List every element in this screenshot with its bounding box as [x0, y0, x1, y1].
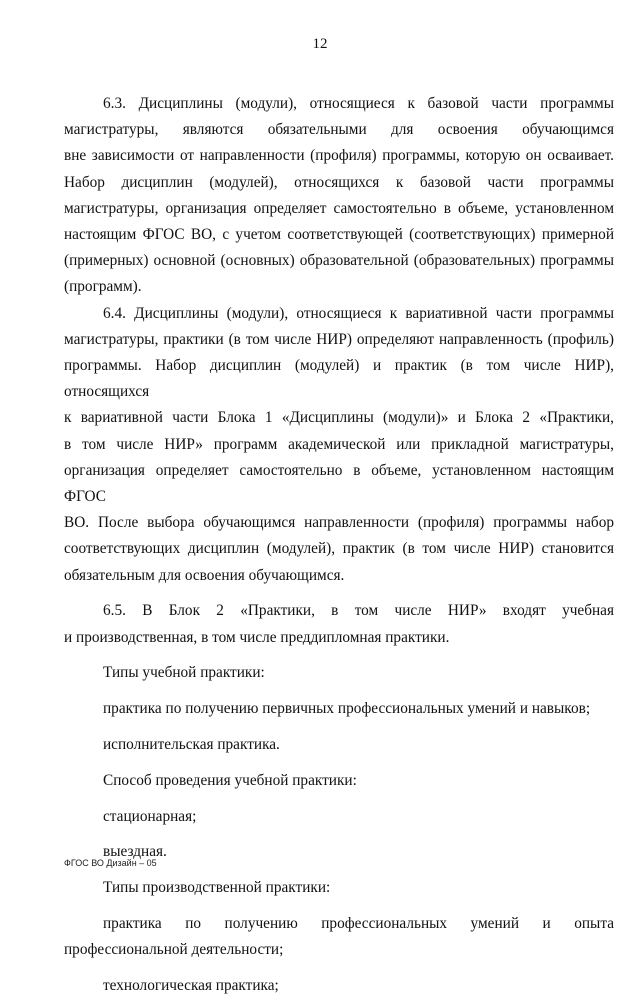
text-line: организация определяет самостоятельно в объеме, установленном настоящим ФГОС — [64, 461, 614, 506]
text-line: магистратуры, практики (в том числе НИР) определяют направленность (профиль) — [64, 330, 614, 348]
text-line: и производственная, в том числе преддипломная практики. — [64, 628, 450, 646]
text-line: к вариативной части Блока 1 «Дисциплины (модули)» и Блока 2 «Практики, — [64, 409, 614, 427]
text-line: (примерных) основной (основных) образовательной (образовательных) программы — [64, 252, 614, 270]
text-line: настоящим ФГОС ВО, с учетом соответствующей (соответствующих) примерной — [64, 226, 614, 244]
text-line: профессиональной деятельности; — [64, 941, 284, 959]
text-line: 6.5. В Блок 2 «Практики, в том числе НИР» входят учебная — [103, 602, 614, 620]
text-line: практика по получению профессиональных умений и опыта — [103, 915, 614, 933]
text-line: (программ). — [64, 278, 142, 296]
method-heading: Способ проведения учебной практики: — [103, 771, 357, 789]
text-line: ВО. После выбора обучающимся направленности (профиля) программы набор — [64, 514, 614, 532]
practice-type-item: исполнительская практика. — [103, 736, 280, 754]
page-number: 12 — [312, 36, 328, 52]
practice-types-heading: Типы учебной практики: — [103, 664, 265, 682]
text-line: 6.3. Дисциплины (модули), относящиеся к базовой части программы — [103, 95, 614, 112]
text-line: программы. Набор дисциплин (модулей) и практик (в том числе НИР), относящихся — [64, 357, 614, 401]
paragraph-6-5 — [64, 598, 614, 650]
practice-type-item: практика по получению первичных профессиональных умений и навыков; — [103, 700, 591, 718]
paragraph-6-3 — [64, 91, 614, 301]
production-heading: Типы производственной практики: — [103, 879, 331, 897]
text-line: обязательным для освоения обучающимся. — [64, 566, 345, 584]
text-line: в том числе НИР» программ академической или прикладной магистратуры, — [64, 435, 614, 453]
production-item — [64, 911, 614, 963]
text-line: магистратуры, являются обязательными для освоения обучающимся — [64, 121, 614, 139]
paragraph-6-4 — [64, 301, 614, 589]
text-line: соответствующих дисциплин (модулей), практик (в том числе НИР) становится — [64, 540, 614, 558]
text-line: магистратуры, организация определяет самостоятельно в объеме, установленном — [64, 199, 614, 217]
text-line: вне зависимости от направленности (профиля) программы, которую он осваивает. — [64, 147, 614, 165]
footer-label: ФГОС ВО Дизайн – 05 — [64, 858, 157, 868]
production-item: технологическая практика; — [103, 977, 279, 995]
text-line: Набор дисциплин (модулей), относящихся к базовой части программы — [64, 173, 614, 191]
method-item: выездная. — [103, 843, 167, 861]
method-item: стационарная; — [103, 807, 197, 825]
text-line: 6.4. Дисциплины (модули), относящиеся к вариативной части программы — [103, 304, 614, 322]
